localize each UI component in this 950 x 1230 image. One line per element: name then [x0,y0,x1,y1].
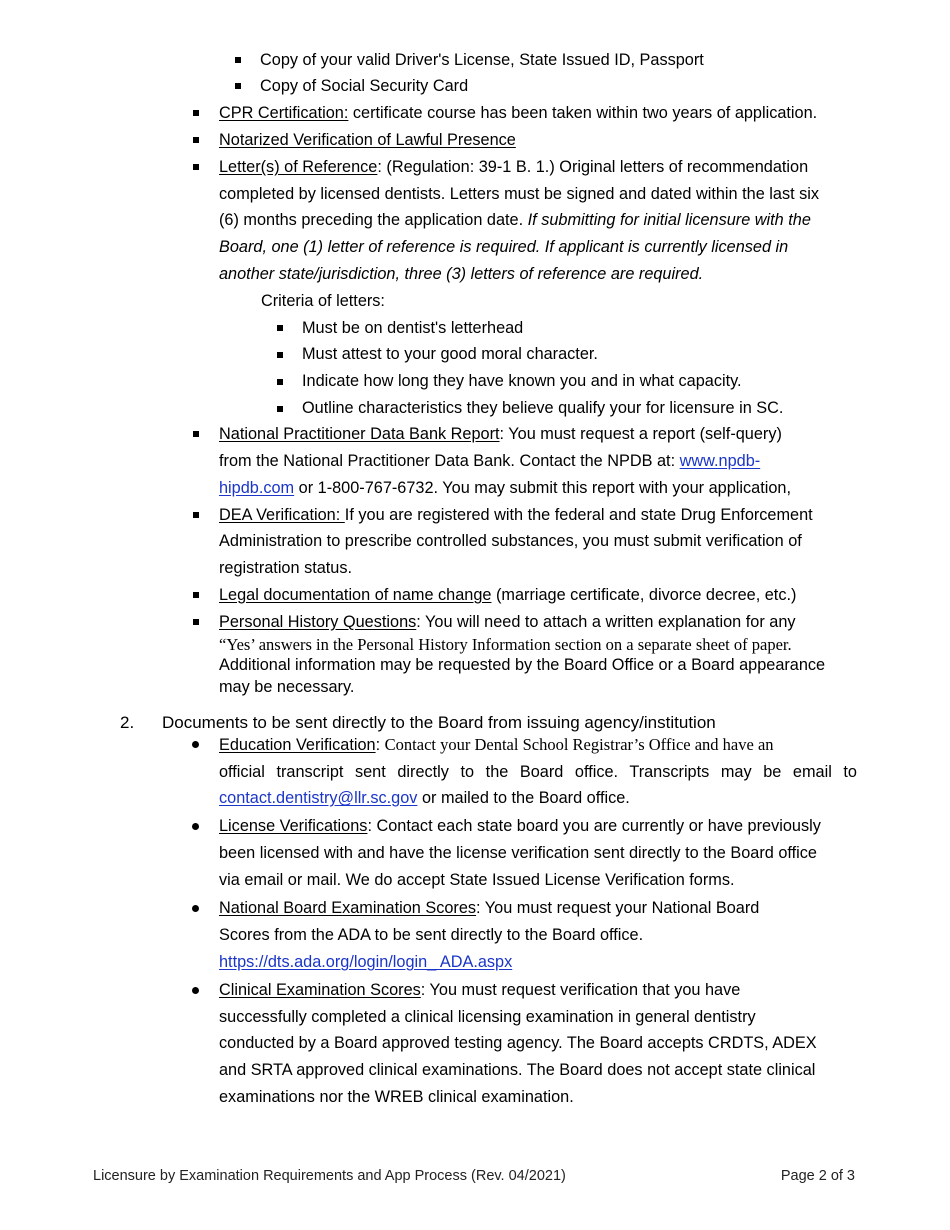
bullet-square [277,325,283,331]
bullet-square [193,512,199,518]
bullet-square [193,592,199,598]
bullet-square [277,352,283,358]
list-item: Copy of your valid Driver's License, State Issued ID, Passport [260,51,704,69]
section-number: 2. [120,713,135,732]
bullet-dot [192,741,199,748]
clinical-line: and SRTA approved clinical examinations. The Board does not accept state clinical [219,1061,816,1079]
license-line: via email or mail. We do accept State Issued License Verification forms. [219,871,735,889]
letters-line: completed by licensed dentists. Letters must be signed and dated within the last six [219,185,820,203]
criteria-item: Indicate how long they have known you and in what capacity. [302,372,742,390]
clinical-line: Clinical Examination Scores: You must request verification that you have [219,981,741,999]
dea-line: Administration to prescribe controlled substances, you must submit verification of [219,532,802,550]
bullet-dot [192,905,199,912]
dea-line: registration status. [219,559,353,577]
personal-line: “Yes’ answers in the Personal History Information section on a separate sheet of paper. [219,635,792,654]
notarized-title: Notarized Verification of Lawful Presence [219,131,516,149]
nbe-line [219,952,512,972]
criteria-label: Criteria of letters: [261,292,385,310]
cpr-title: CPR Certification: [219,104,349,122]
criteria-item: Must be on dentist's letterhead [302,319,524,337]
clinical-line: conducted by a Board approved testing agency. The Board accepts CRDTS, ADEX [219,1034,817,1052]
npdb-line: from the National Practitioner Data Bank. Contact the NPDB at: www.npdb- [219,452,761,470]
bullet-dot [192,823,199,830]
personal-title: Personal History Questions [219,613,417,631]
education-line: Education Verification: Contact your Dental School Registrar’s Office and have an [219,735,774,754]
ada-link[interactable]: https://dts.ada.org/login/login_ ADA.aspx [219,953,513,971]
npdb-link[interactable]: www.npdb- [679,452,761,470]
section-heading: Documents to be sent directly to the Board from issuing agency/institution [162,713,716,732]
legal-title: Legal documentation of name change [219,586,492,604]
footer-title: Licensure by Examination Requirements and App Process (Rev. 04/2021) [93,1168,566,1184]
clinical-title: Clinical Examination Scores [219,981,421,999]
clinical-line: successfully completed a clinical licensing examination in general dentistry [219,1008,756,1026]
clinical-line: examinations nor the WREB clinical examination. [219,1088,574,1106]
list-item: Copy of Social Security Card [260,77,469,95]
personal-line: Personal History Questions: You will need to attach a written explanation for any [219,613,796,631]
education-line: contact.dentistry@llr.sc.gov or mailed to the Board office. [219,789,630,807]
license-line: License Verifications: Contact each state board you are currently or have previously [219,817,821,835]
email-link[interactable]: contact.dentistry@llr.sc.gov [219,789,418,807]
criteria-item: Outline characteristics they believe qualify your for licensure in SC. [302,399,784,417]
nbe-line: Scores from the ADA to be sent directly to the Board office. [219,926,644,944]
bullet-square [235,83,241,89]
bullet-dot [192,987,199,994]
bullet-square [193,431,199,437]
npdb-line: hipdb.com or 1-800-767-6732. You may submit this report with your application, [219,479,791,497]
letters-title: Letter(s) of Reference [219,158,378,176]
notarized-item [219,130,516,150]
criteria-item: Must attest to your good moral character. [302,345,598,363]
legal-item: Legal documentation of name change (marriage certificate, divorce decree, etc.) [219,586,797,604]
letters-line: (6) months preceding the application date. If submitting for initial licensure with the [219,211,811,229]
bullet-square [193,164,199,170]
npdb-link-continued[interactable]: hipdb.com [219,479,295,497]
license-title: License Verifications [219,817,368,835]
bullet-square [193,110,199,116]
npdb-title: National Practitioner Data Bank Report [219,425,500,443]
letters-line: Board, one (1) letter of reference is required. If applicant is currently licensed in [219,238,789,256]
bullet-square [277,406,283,412]
bullet-square [235,57,241,63]
nbe-title: National Board Examination Scores [219,899,477,917]
npdb-line: National Practitioner Data Bank Report: You must request a report (self-query) [219,425,782,443]
cpr-item: CPR Certification: certificate course has been taken within two years of application. [219,104,818,122]
personal-line: may be necessary. [219,678,355,696]
personal-line: Additional information may be requested by the Board Office or a Board appearance [219,656,826,674]
education-title: Education Verification [219,736,376,754]
bullet-square [193,137,199,143]
letters-line: another state/jurisdiction, three (3) letters of reference are required. [219,265,704,283]
nbe-line: National Board Examination Scores: You must request your National Board [219,899,760,917]
page-number: Page 2 of 3 [780,1168,855,1184]
license-line: been licensed with and have the license verification sent directly to the Board office [219,844,817,862]
bullet-square [193,619,199,625]
dea-line: DEA Verification: If you are registered with the federal and state Drug Enforcement [219,506,813,524]
dea-title: DEA Verification: [219,506,345,524]
education-line: official transcript sent directly to the Board office. Transcripts may be email to [219,763,857,781]
letters-line: Letter(s) of Reference: (Regulation: 39-1 B. 1.) Original letters of recommendation [219,158,809,176]
bullet-square [277,379,283,385]
